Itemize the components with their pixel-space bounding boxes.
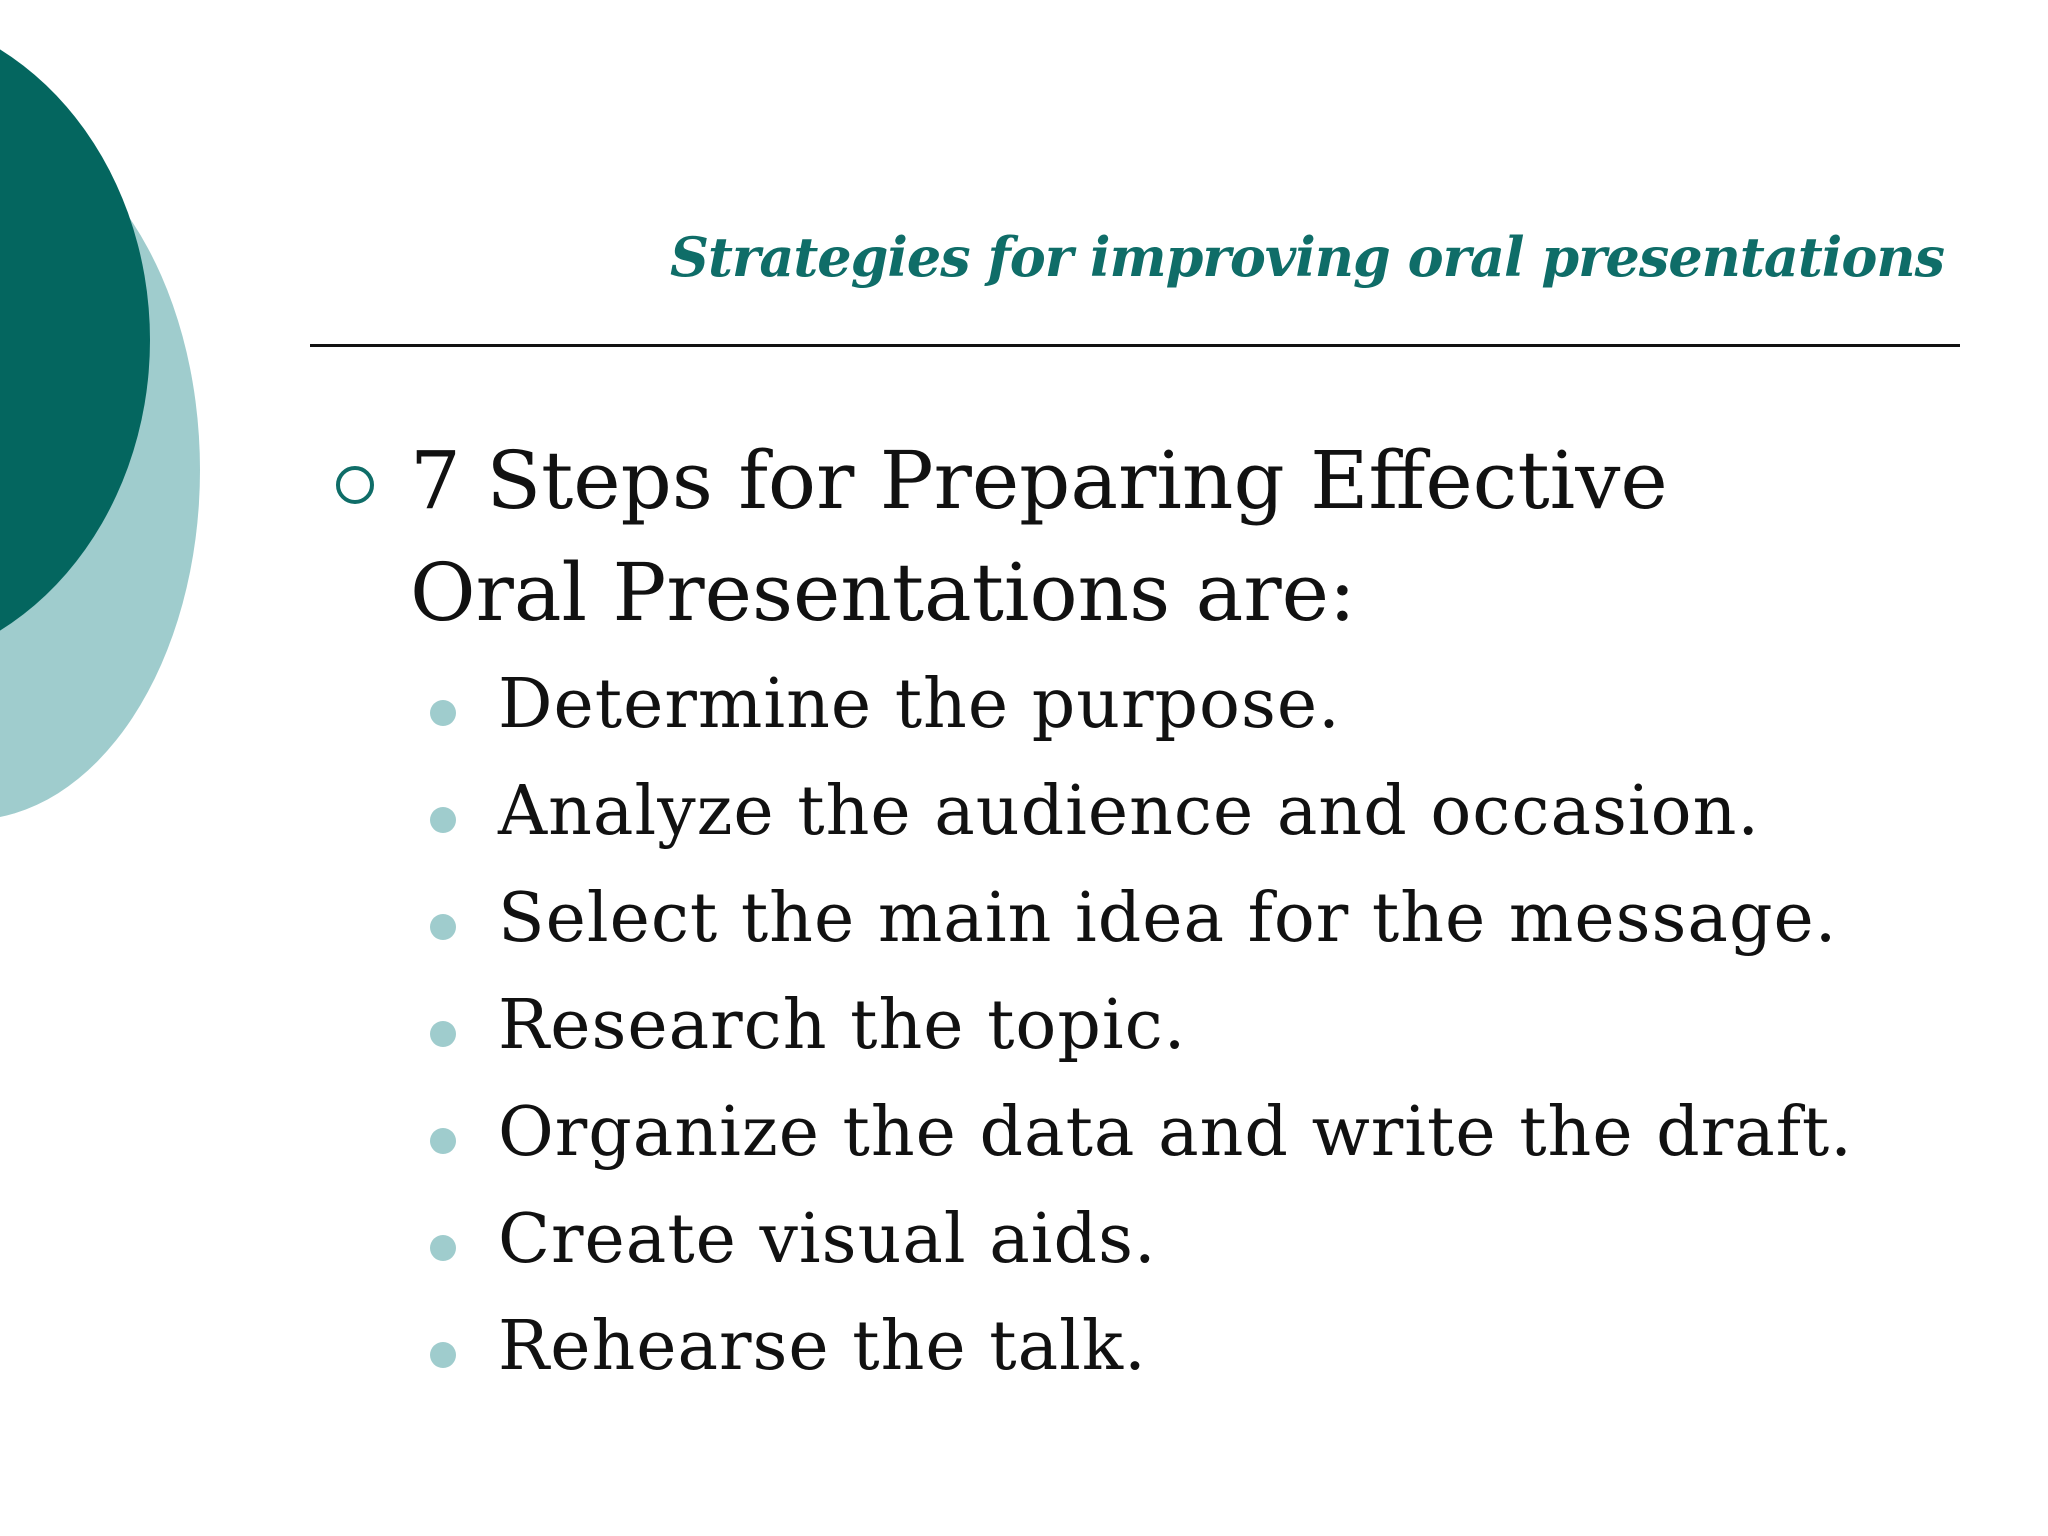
step-list-item (430, 767, 1970, 874)
step-list-item (430, 874, 1970, 981)
step-list-item (430, 660, 1970, 767)
filled-circle-icon (430, 1021, 456, 1047)
filled-circle-icon (430, 1235, 456, 1261)
step-text: Determine the purpose. (498, 665, 1341, 744)
step-list-item (430, 1302, 1970, 1409)
step-text: Research the topic. (498, 986, 1187, 1065)
filled-circle-icon (430, 914, 456, 940)
filled-circle-icon (430, 700, 456, 726)
step-text: Rehearse the talk. (498, 1307, 1147, 1386)
filled-circle-icon (430, 1128, 456, 1154)
filled-circle-icon (430, 807, 456, 833)
title-underline-divider (310, 344, 1960, 347)
step-list-item (430, 1195, 1970, 1302)
step-text: Select the main idea for the message. (498, 879, 1838, 958)
step-text: Organize the data and write the draft. (498, 1093, 1853, 1172)
main-bullet-text: 7 Steps for Preparing Effective Oral Presentations are: (410, 434, 1668, 639)
step-list-item (430, 1088, 1970, 1195)
step-list-item (430, 981, 1970, 1088)
preparation-steps-list (430, 660, 1970, 1409)
filled-circle-icon (430, 1342, 456, 1368)
step-text: Analyze the audience and occasion. (498, 772, 1760, 851)
step-text: Create visual aids. (498, 1200, 1157, 1279)
slide-title: Strategies for improving oral presentations (669, 225, 1944, 289)
hollow-circle-icon (336, 466, 374, 504)
